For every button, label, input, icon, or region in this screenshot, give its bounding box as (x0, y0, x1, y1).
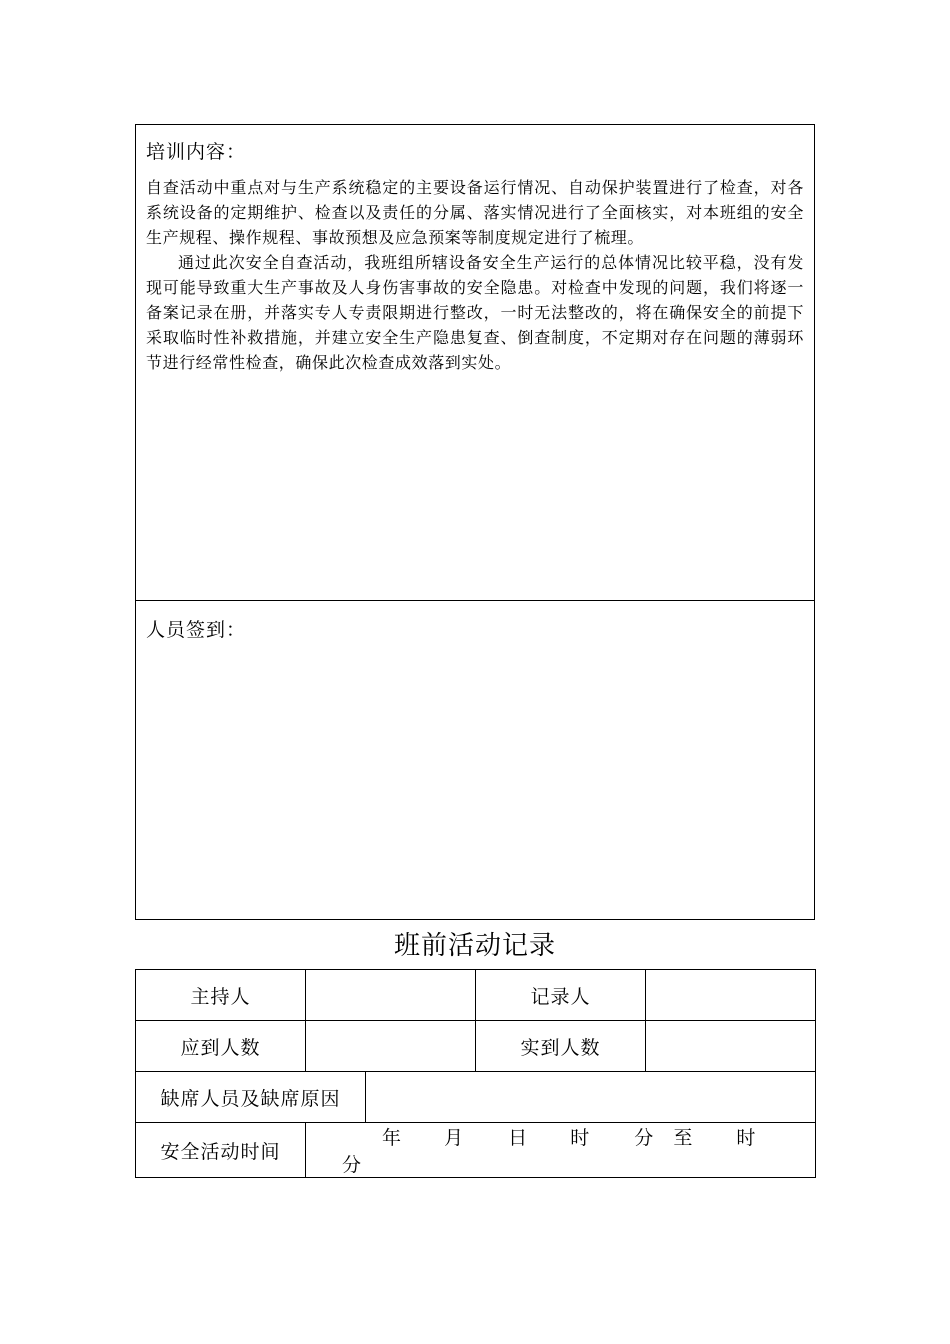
expected-count-label: 应到人数 (136, 1021, 306, 1072)
training-paragraph-2: 通过此次安全自查活动，我班组所辖设备安全生产运行的总体情况比较平稳，没有发现可能导致重大生产事故及人身伤害事故的安全隐患。对检查中发现的问题，我们将逐一备案记录在册，并落实专人专责限期进行整改，一时无法整改的，将在确保安全的前提下采取临时性补救措施，并建立安全生产隐患复查、倒查制度，不定期对存在问题的薄弱环节进行经常性检查，确保此次检查成效落到实处。 (146, 253, 804, 372)
end-minute-unit: 分 (342, 1154, 363, 1176)
recorder-label: 记录人 (476, 970, 646, 1021)
table-row (136, 1021, 816, 1072)
end-hour-unit: 时 (736, 1127, 757, 1149)
hour-unit: 时 (570, 1127, 591, 1149)
actual-count-label: 实到人数 (476, 1021, 646, 1072)
training-content-section (135, 124, 815, 601)
host-field[interactable] (306, 970, 476, 1021)
absent-label: 缺席人员及缺席原因 (136, 1072, 366, 1123)
to-text: 至 (673, 1127, 694, 1149)
activity-time-label: 安全活动时间 (136, 1123, 306, 1178)
activity-time-field[interactable] (306, 1123, 816, 1178)
recorder-field[interactable] (646, 970, 816, 1021)
year-unit: 年 (382, 1127, 403, 1149)
table-row (136, 1123, 816, 1178)
training-content-label: 培训内容： (146, 141, 247, 163)
training-paragraph-1: 自查活动中重点对与生产系统稳定的主要设备运行情况、自动保护装置进行了检查，对各系统设备的定期维护、检查以及责任的分属、落实情况进行了全面核实，对本班组的安全生产规程、操作规程、事故预想及应急预案等制度规定进行了梳理。 (146, 178, 804, 247)
absent-field[interactable] (366, 1072, 816, 1123)
month-unit: 月 (444, 1127, 465, 1149)
training-content-text (146, 175, 804, 375)
activity-record-table (135, 969, 816, 1178)
day-unit: 日 (508, 1127, 529, 1149)
record-title: 班前活动记录 (393, 931, 556, 961)
expected-count-field[interactable] (306, 1021, 476, 1072)
host-label: 主持人 (136, 970, 306, 1021)
table-row (136, 1072, 816, 1123)
actual-count-field[interactable] (646, 1021, 816, 1072)
table-row (136, 970, 816, 1021)
minute-unit: 分 (634, 1127, 655, 1149)
attendance-signin-section (135, 600, 815, 920)
attendance-signin-label: 人员签到： (146, 619, 247, 641)
